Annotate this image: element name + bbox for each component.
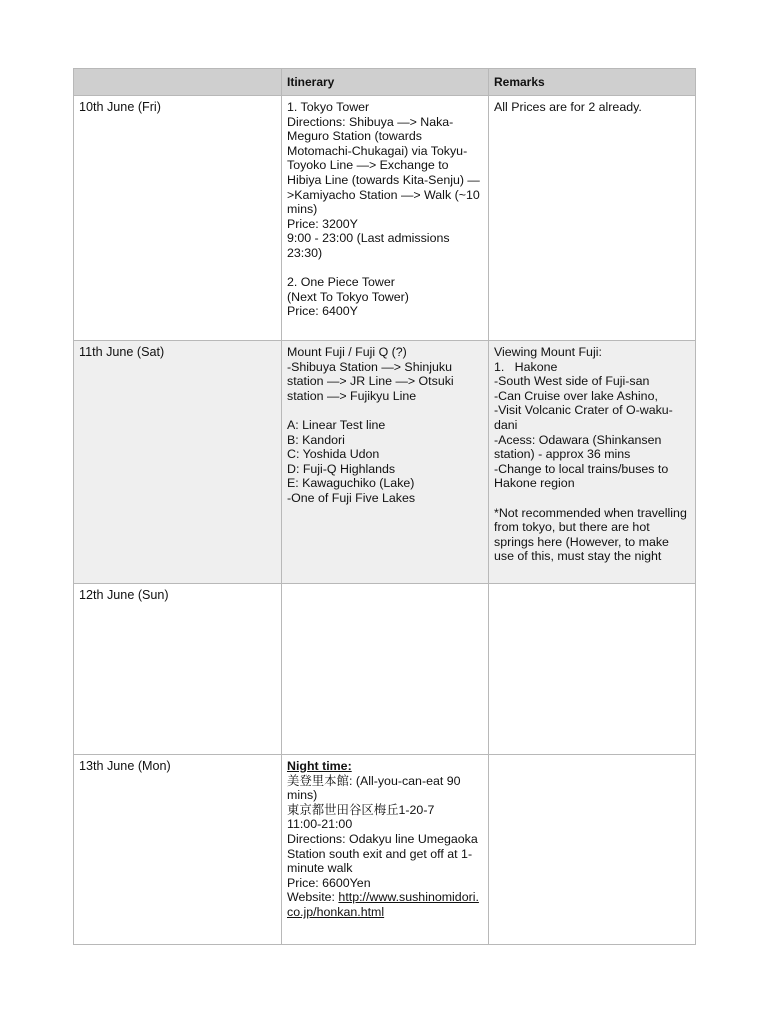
itinerary-line: (Next To Tokyo Tower)	[287, 289, 409, 304]
table-row	[74, 584, 696, 755]
itinerary-line: Price: 6600Yen	[287, 875, 371, 890]
itinerary-line: 1. Tokyo Tower	[287, 100, 370, 114]
remarks-cell	[489, 96, 696, 341]
itinerary-line: C: Yoshida Udon	[287, 447, 380, 462]
website-link[interactable]: http://www.sushinomidori.co.jp/honkan.html	[287, 890, 479, 919]
itinerary-line: B: Kandori	[287, 432, 345, 447]
itinerary-line: 東京都世田谷区梅丘1-20-7	[287, 802, 435, 817]
spacer	[287, 403, 483, 418]
itinerary-line: 2. One Piece Tower	[287, 275, 395, 290]
itinerary-line: -Shibuya Station —> Shinjuku station —> JR Line —> Otsuki station —> Fujikyu Line	[287, 359, 454, 403]
date-cell	[74, 96, 282, 341]
night-time-heading: Night time:	[287, 759, 352, 773]
itinerary-cell	[282, 755, 489, 945]
spacer	[287, 261, 483, 276]
itinerary-table	[73, 68, 696, 945]
header-row	[74, 69, 696, 96]
date-label: 10th June (Fri)	[79, 100, 161, 114]
remarks-line: Viewing Mount Fuji:	[494, 345, 602, 359]
itinerary-line: Price: 6400Y	[287, 304, 358, 319]
remarks-line: All Prices are for 2 already.	[494, 100, 642, 114]
itinerary-line: 美登里本館: (All-you-can-eat 90 mins)	[287, 773, 461, 803]
date-label: 11th June (Sat)	[79, 345, 165, 359]
date-cell	[74, 341, 282, 584]
remarks-cell	[489, 584, 696, 755]
website-line	[287, 890, 483, 919]
itinerary-cell	[282, 96, 489, 341]
itinerary-line: Mount Fuji / Fuji Q (?)	[287, 345, 407, 359]
table-row	[74, 341, 696, 584]
itinerary-line: D: Fuji-Q Highlands	[287, 461, 396, 476]
itinerary-line: -One of Fuji Five Lakes	[287, 490, 416, 505]
itinerary-line: Price: 3200Y	[287, 216, 358, 231]
itinerary-line: A: Linear Test line	[287, 417, 386, 432]
table-row	[74, 96, 696, 341]
date-cell	[74, 755, 282, 945]
itinerary-line: Directions: Odakyu line Umegaoka Station south exit and get off at 1-minute walk	[287, 831, 478, 876]
itinerary-line: Directions: Shibuya —> Naka-Meguro Station (towards Motomachi-Chukagai) via Tokyu-Toyoko Line —> Exchange to Hibiya Line (towards Kita-Senju) —>Kamiyacho Station —> Walk (~10 mins)	[287, 114, 480, 217]
itinerary-line: 11:00-21:00	[287, 817, 353, 832]
remarks-cell	[489, 755, 696, 945]
remarks-line: 1. Hakone	[494, 359, 558, 374]
website-label: Website:	[287, 890, 339, 905]
header-itinerary: Itinerary	[282, 69, 489, 96]
itinerary-line: E: Kawaguchiko (Lake)	[287, 476, 415, 491]
remarks-line: -Acess: Odawara (Shinkansen station) - approx 36 mins	[494, 432, 662, 462]
header-date	[74, 69, 282, 96]
header-remarks: Remarks	[489, 69, 696, 96]
date-label: 12th June (Sun)	[79, 588, 169, 602]
itinerary-cell	[282, 584, 489, 755]
remarks-line: *Not recommended when travelling from tokyo, but there are hot springs here (However, to make use of this, must stay the night	[494, 505, 687, 564]
itinerary-line: 9:00 - 23:00 (Last admissions 23:30)	[287, 231, 450, 260]
table-row	[74, 755, 696, 945]
remarks-cell	[489, 341, 696, 584]
remarks-line: -Visit Volcanic Crater of O-waku-dani	[494, 403, 673, 432]
date-cell	[74, 584, 282, 755]
remarks-line: -South West side of Fuji-san	[494, 374, 650, 389]
date-label: 13th June (Mon)	[79, 759, 171, 773]
remarks-line: -Can Cruise over lake Ashino,	[494, 388, 658, 403]
spacer	[494, 491, 690, 506]
itinerary-cell	[282, 341, 489, 584]
remarks-line: -Change to local trains/buses to Hakone region	[494, 461, 669, 491]
